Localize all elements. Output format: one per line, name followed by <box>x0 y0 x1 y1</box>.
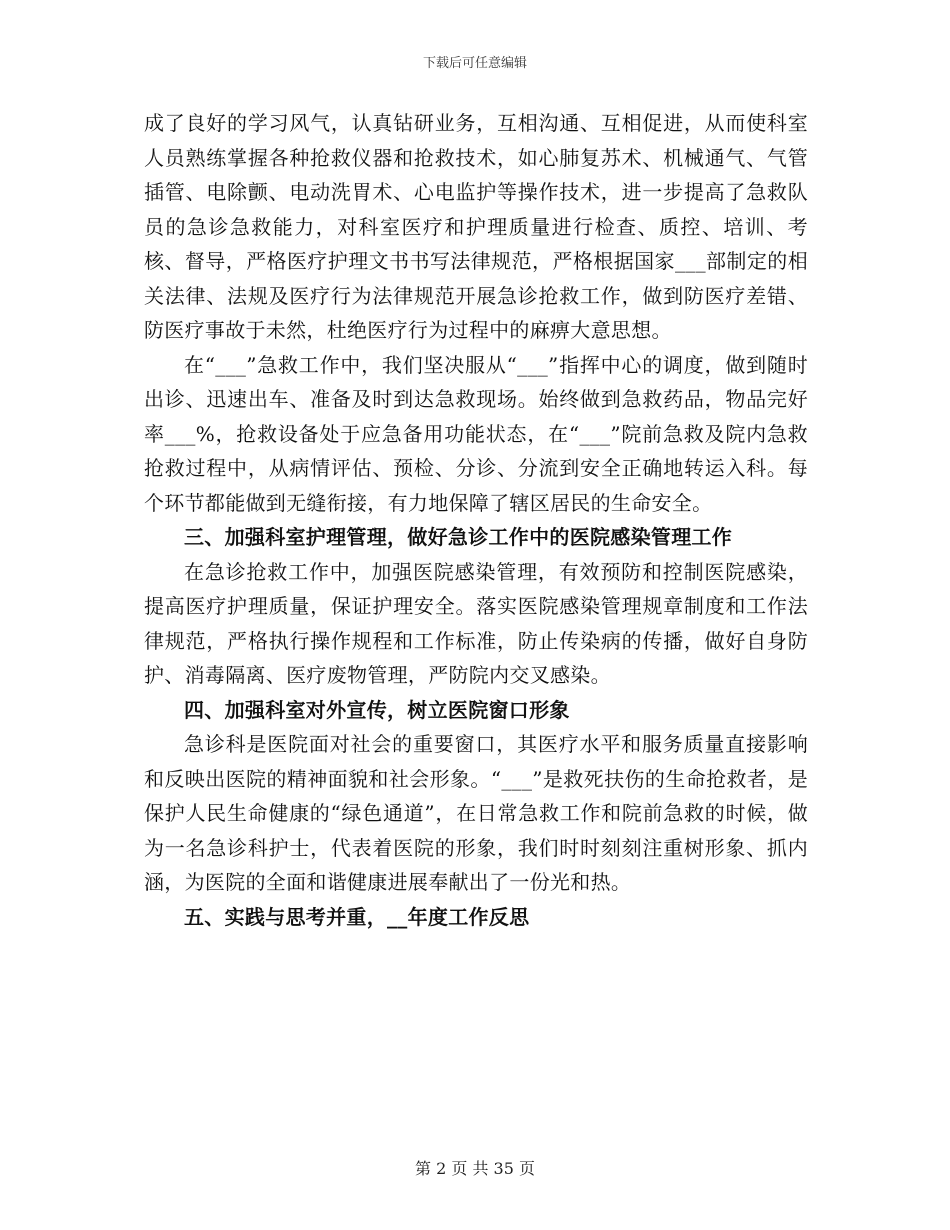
paragraph-continuation: 成了良好的学习风气，认真钻研业务，互相沟通、互相促进，从而使科室人员熟练掌握各种抢救仪器和抢救技术，如心肺复苏术、机械通气、气管插管、电除颤、电动洗胃术、心电监护等操作技术，进一步提高了急救队员的急诊急救能力，对科室医疗和护理质量进行检查、质控、培训、考核、督导，严格医疗护理文书书写法律规范，严格根据国家___部制定的相关法律、法规及医疗行为法律规范开展急诊抢救工作，做到防医疗差错、防医疗事故于未然，杜绝医疗行为过程中的麻痹大意思想。 <box>144 111 808 342</box>
paragraph-infection-management: 在急诊抢救工作中，加强医院感染管理，有效预防和控制医院感染，提高医疗护理质量，保证护理安全。落实医院感染管理规章制度和工作法律规范，严格执行操作规程和工作标准，防止传染病的传播，做好自身防护、消毒隔离、医疗废物管理，严防院内交叉感染。 <box>144 559 808 687</box>
section-heading-3: 三、加强科室护理管理，做好急诊工作中的医院感染管理工作 <box>184 525 733 549</box>
section-heading-5: 五、实践与思考并重，__年度工作反思 <box>184 904 530 929</box>
section-heading-4: 四、加强科室对外宣传，树立医院窗口形象 <box>184 697 570 722</box>
page-header-note: 下载后可任意编辑 <box>422 56 527 71</box>
paragraph-publicity: 急诊科是医院面对社会的重要窗口，其医疗水平和服务质量直接影响和反映出医院的精神面貌和社会形象。“___”是救死扶伤的生命抢救者，是保护人民生命健康的“绿色通道”，在日常急救工作和院前急救的时候，做为一名急诊科护士，代表着医院的形象，我们时时刻刻注重树形象、抓内涵，为医院的全面和谐健康进展奉献出了一份光和热。 <box>144 732 808 894</box>
document-body <box>144 106 808 934</box>
page-number: 第 2 页 共 35 页 <box>415 1159 535 1178</box>
paragraph-emergency-response: 在“___”急救工作中，我们坚决服从“___”指挥中心的调度，做到随时出诊、迅速出车、准备及时到达急救现场。始终做到急救药品，物品完好率___%，抢救设备处于应急备用功能状态，在“___”院前急救及院内急救抢救过程中，从病情评估、预检、分诊、分流到安全正确地转运入科。每个环节都能做到无缝衔接，有力地保障了辖区居民的生命安全。 <box>144 352 808 515</box>
